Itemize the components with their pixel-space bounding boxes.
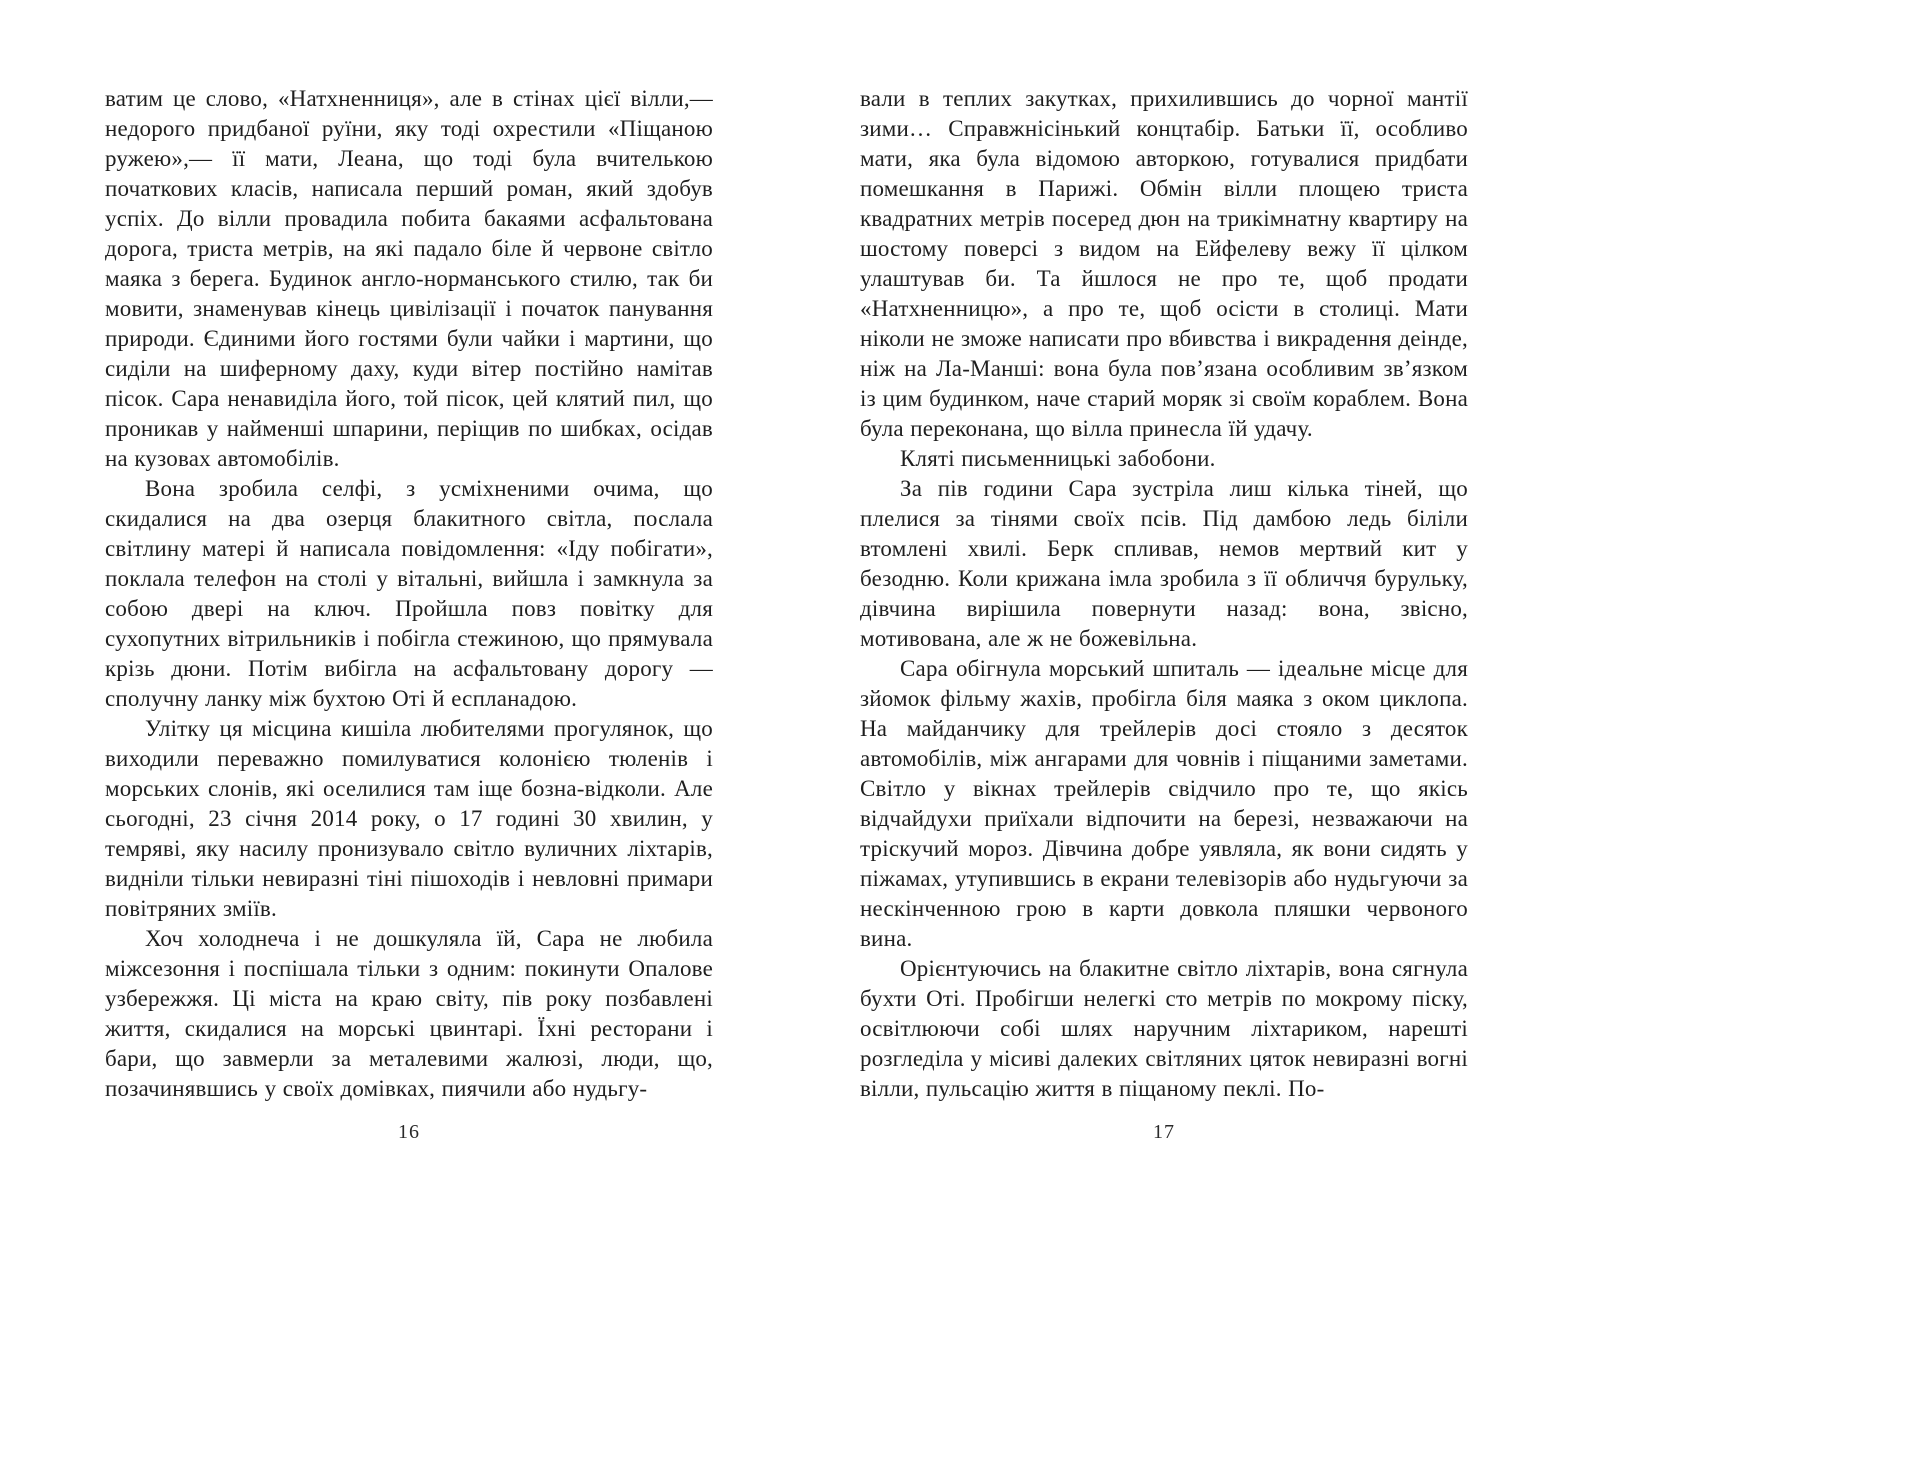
paragraph: Хоч холоднеча і не дошкуляла їй, Сара не любила міжсезоння і поспішала тільки з одним: покинути Опалове узбережжя. Ці міста на краю світу, пів року позбавлені життя, скидалися на морські цвинтарі. Їхні ресторани і бари, що завмерли за металевими жалюзі, люди, що, позачинявшись у своїх домівках, пиячили або нудьгу- <box>105 926 713 1101</box>
paragraph: ватим це слово, «Натхненниця», але в стінах цієї вілли,— недорого придбаної руїни, яку тоді охрестили «Піщаною ружею»,— її мати, Леана, що тоді була вчителькою початкових класів, написала перший роман, який здобув успіх. До вілли провадила побита бакаями асфальтована дорога, триста метрів, на які падало біле й червоне світло маяка з берега. Будинок англо-норманського стилю, так би мовити, знаменував кінець цивілізації і початок панування природи. Єдиними його гостями були чайки і мартини, що сиділи на шиферному даху, куди вітер постійно намітав пісок. Сара ненавиділа його, той пісок, цей клятий пил, що проникав у найменші шпарини, періщив по шибках, осідав на кузовах автомобілів. <box>105 86 713 471</box>
page-left-text <box>105 84 713 1104</box>
page-right-text <box>860 84 1468 1104</box>
page-number-right: 17 <box>1153 1121 1175 1143</box>
page-number-left: 16 <box>398 1121 420 1143</box>
paragraph: Орієнтуючись на блакитне світло ліхтарів, вона сягнула бухти Оті. Пробігши нелегкі сто метрів по мокрому піску, освітлюючи собі шлях наручним ліхтариком, нарешті розгледіла у місиві далеких світляних цяток невиразні вогні вілли, пульсацію життя в піщаному пеклі. По- <box>860 956 1468 1101</box>
paragraph: Улітку ця місцина кишіла любителями прогулянок, що виходили переважно помилуватися колонією тюленів і морських слонів, які оселилися там іще бозна-відколи. Але сьогодні, 23 січня 2014 року, о 17 годині 30 хвилин, у темряві, яку насилу пронизувало світло вуличних ліхтарів, видніли тільки невиразні тіні пішоходів і невловні примари повітряних зміїв. <box>105 716 713 921</box>
page-left <box>105 84 713 1143</box>
paragraph: Кляті письменницькі забобони. <box>900 446 1216 471</box>
paragraph: Сара обігнула морський шпиталь — ідеальне місце для зйомок фільму жахів, пробігла біля маяка з оком циклопа. На майданчику для трейлерів досі стояло з десяток автомобілів, між ангарами для човнів і піщаними заметами. Світло у вікнах трейлерів свідчило про те, що якісь відчайдухи приїхали відпочити на березі, незважаючи на тріскучий мороз. Дівчина добре уявляла, як вони сидять у піжамах, утупившись в екрани телевізорів або нудьгуючи за нескінченною грою в карти довкола пляшки червоного вина. <box>860 656 1468 951</box>
paragraph: За пів години Сара зустріла лиш кілька тіней, що плелися за тінями своїх псів. Під дамбою ледь біліли втомлені хвилі. Берк спливав, немов мертвий кит у безодню. Коли крижана імла зробила з її обличчя бурульку, дівчина вирішила повернути назад: вона, звісно, мотивована, але ж не божевільна. <box>860 476 1468 651</box>
paragraph: вали в теплих закутках, прихилившись до чорної мантії зими… Справжнісінький концтабір. Батьки її, особливо мати, яка була відомою авторкою, готувалися придбати помешкання в Парижі. Обмін вілли площею триста квадратних метрів посеред дюн на трикімнатну квартиру на шостому поверсі з видом на Ейфелеву вежу її цілком улаштував би. Та йшлося не про те, щоб продати «Натхненницю», а про те, щоб осісти в столиці. Мати ніколи не зможе написати про вбивства і викрадення деінде, ніж на Ла-Манші: вона була пов’язана особливим зв’язком із цим будинком, наче старий моряк зі своїм кораблем. Вона була переконана, що вілла принесла їй удачу. <box>860 86 1468 441</box>
paragraph: Вона зробила селфі, з усміхненими очима, що скидалися на два озерця блакитного світла, послала світлину матері й написала повідомлення: «Іду побігати», поклала телефон на столі у вітальні, вийшла і замкнула за собою двері на ключ. Пройшла повз повітку для сухопутних вітрильників і побігла стежиною, що прямувала крізь дюни. Потім вибігла на асфальтовану дорогу — сполучну ланку між бухтою Оті й еспланадою. <box>105 476 713 711</box>
page-right <box>860 84 1468 1143</box>
